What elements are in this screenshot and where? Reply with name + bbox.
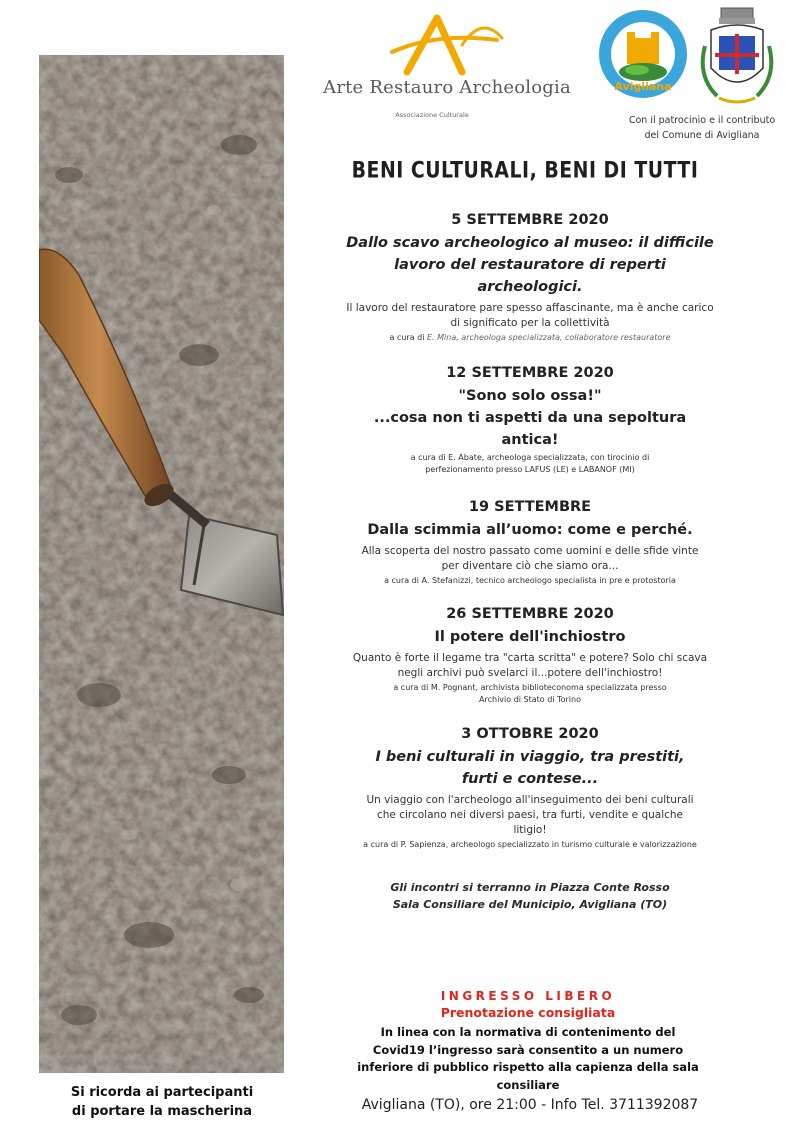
booking-note: Prenotazione consigliata	[440, 1005, 616, 1020]
event-date: 3 OTTOBRE 2020	[461, 726, 599, 742]
event-date: 5 SETTEMBRE 2020	[451, 212, 609, 228]
event-title: Dalla scimmia all’uomo: come e perché.	[367, 522, 693, 538]
event-curator: a cura di P. Sapienza, archeologo specializzato in turismo culturale e valorizzazione	[363, 840, 697, 849]
event-title: Dallo scavo archeologico al museo: il difficile lavoro del restauratore di reperti archeologici.	[346, 235, 714, 295]
trowel-in-soil-photo	[39, 55, 284, 1073]
event-curator: a cura di E. Abate, archeologa specializzata, con tirocinio di perfezionamento presso LAFUS (LE) e LABANOF (MI)	[410, 453, 650, 474]
event-1	[345, 210, 715, 344]
event-5	[345, 724, 715, 851]
curator-name: E. Mina, archeologa specializzata, collaboratore restauratore	[426, 333, 671, 342]
page-title: BENI CULTURALI, BENI DI TUTTI	[351, 157, 699, 183]
avigliana-coat-of-arms-icon	[697, 6, 777, 110]
logo-subtitle: Associazione Culturale	[395, 111, 469, 119]
logo-a-mark-icon	[312, 10, 582, 80]
covid-notice: In linea con la normativa di contenimento del Covid19 l’ingresso sarà consentito a un numero inferiore di pubblico rispetto alla capienza della sala consiliare	[357, 1025, 699, 1092]
logo-brand-text: Arte Restauro Archeologia	[323, 77, 571, 98]
event-description: Un viaggio con l'archeologo all'inseguimento dei beni culturali che circolano nei diversi paesi, tra furti, vendite e qualche litigio!	[366, 794, 694, 836]
free-entry-label: INGRESSO LIBERO	[440, 989, 616, 1003]
event-description: Il lavoro del restauratore pare spesso affascinante, ma è anche carico di significato per la collettività	[346, 302, 714, 329]
event-3	[345, 497, 715, 587]
event-title: Il potere dell'inchiostro	[434, 629, 626, 645]
event-4	[345, 604, 715, 706]
event-curator: a cura di M. Pognant, archivista biblioteconoma specializzata presso Archivio di Stato di Torino	[393, 683, 667, 704]
event-curator	[345, 332, 715, 344]
event-title: I beni culturali in viaggio, tra prestiti, furti e contese...	[375, 749, 685, 787]
mask-reminder	[60, 1083, 264, 1121]
event-curator: a cura di A. Stefanizzi, tecnico archeologo specialista in pre e protostoria	[384, 576, 676, 585]
event-date: 19 SETTEMBRE	[468, 499, 592, 515]
event-description: Alla scoperta del nostro passato come uomini e delle sfide vinte per diventare ciò che siamo ora...	[361, 545, 699, 572]
curator-prefix: a cura di	[389, 333, 425, 342]
seal-label: Avigliana	[614, 80, 672, 93]
venue-info	[345, 879, 715, 913]
patronage-line-2: del Comune di Avigliana	[644, 130, 760, 141]
event-date: 26 SETTEMBRE 2020	[446, 606, 614, 622]
event-description: Quanto è forte il legame tra "carta scritta" e potere? Solo chi scava negli archivi può svelarci il...potere dell'inchiostro!	[352, 652, 708, 679]
venue-line-1: Gli incontri si terranno in Piazza Conte Rosso	[390, 881, 670, 894]
patronage-line-1: Con il patrocinio e il contributo	[628, 115, 776, 126]
footer-contact: Avigliana (TO), ore 21:00 - Info Tel. 3711392087	[361, 1097, 699, 1113]
arte-restauro-archeologia-logo	[312, 10, 582, 125]
venue-line-2: Sala Consiliare del Municipio, Avigliana (TO)	[392, 898, 668, 911]
event-title-line-2: ...cosa non ti aspetti da una sepoltura antica!	[373, 410, 687, 448]
event-title-line-1: "Sono solo ossa!"	[458, 388, 602, 404]
event-date: 12 SETTEMBRE 2020	[446, 365, 614, 381]
mask-reminder-line-1: Si ricorda ai partecipanti	[70, 1085, 254, 1100]
patronage-note	[612, 113, 792, 143]
event-2	[345, 363, 715, 476]
mask-reminder-line-2: di portare la mascherina	[71, 1104, 253, 1119]
avigliana-seal-icon	[597, 8, 689, 100]
